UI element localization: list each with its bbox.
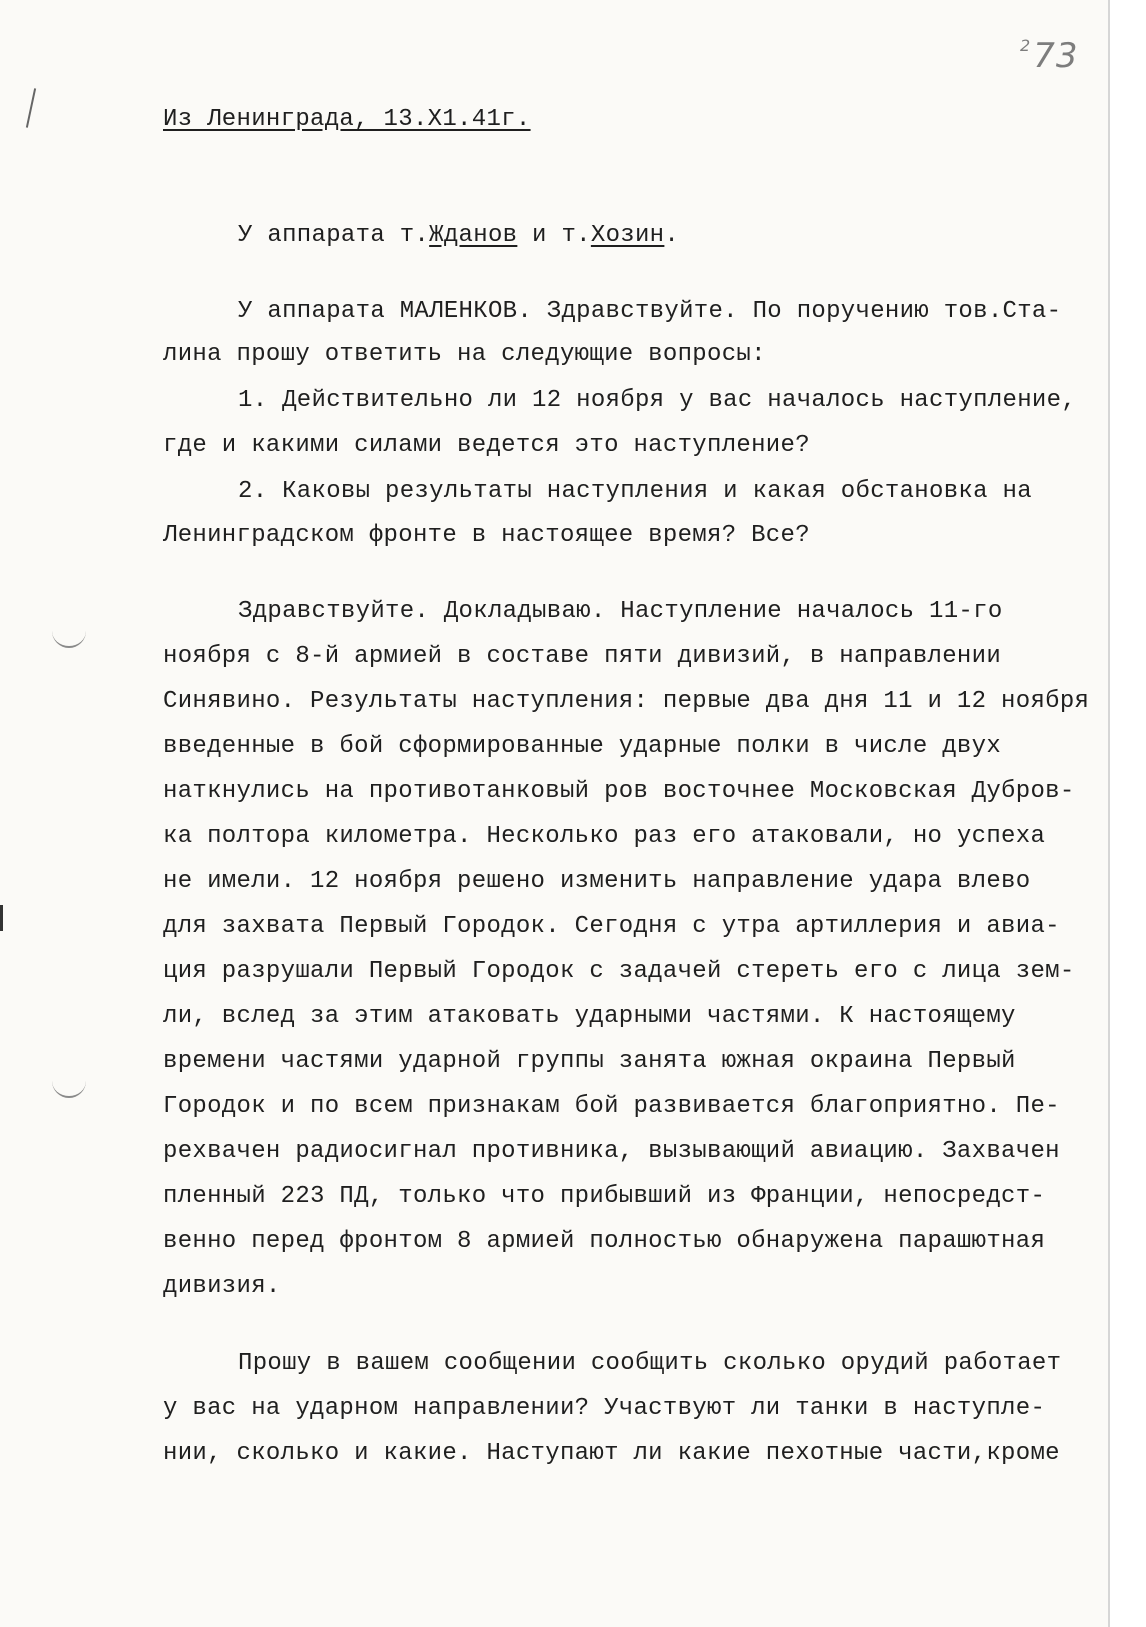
text-line: ка полтора километра. Несколько раз его атаковали, но успеха	[163, 823, 1046, 850]
text-line: рехвачен радиосигнал противника, вызывающий авиацию. Захвачен	[163, 1138, 1060, 1165]
dateline: Из Ленинграда, 13.Х1.41г.	[163, 106, 531, 133]
text-line: ли, вслед за этим атаковать ударными частями. К настоящему	[163, 1003, 1016, 1030]
text-line: Прошу в вашем сообщении сообщить сколько орудий работает	[238, 1350, 1062, 1377]
text-line: Городок и по всем признакам бой развивается благоприятно. Пе-	[163, 1093, 1060, 1120]
punch-hole-mark	[52, 1078, 86, 1098]
attendee-zhdanov: Жданов	[429, 222, 518, 249]
text-line: Здравствуйте. Докладываю. Наступление началось 11-го	[238, 598, 1003, 625]
text-line: для захвата Первый Городок. Сегодня с утра артиллерия и авиа-	[163, 913, 1060, 940]
text-line: наткнулись на противотанковый ров восточнее Московская Дубров-	[163, 778, 1075, 805]
text-line: 2. Каковы результаты наступления и какая обстановка на	[238, 478, 1032, 505]
text-line: Ленинградском фронте в настоящее время? Все?	[163, 522, 810, 549]
attendees-line: У аппарата т.Жданов и т.Хозин.	[238, 222, 680, 249]
scan-edge	[1108, 0, 1146, 1627]
text-line: У аппарата МАЛЕНКОВ. Здравствуйте. По поручению тов.Ста-	[238, 298, 1062, 325]
text-line: венно перед фронтом 8 армией полностью обнаружена парашютная	[163, 1228, 1046, 1255]
text-line: времени частями ударной группы занята южная окраина Первый	[163, 1048, 1016, 1075]
text-line: введенные в бой сформированные ударные полки в числе двух	[163, 733, 1002, 760]
text-line: лина прошу ответить на следующие вопросы:	[163, 341, 766, 368]
text-line: ноября с 8-й армией в составе пяти дивизий, в направлении	[163, 643, 1002, 670]
text-line: нии, сколько и какие. Наступают ли какие пехотные части,кроме	[163, 1440, 1060, 1467]
punch-hole-mark	[52, 628, 86, 648]
text-line: у вас на ударном направлении? Участвуют ли танки в наступле-	[163, 1395, 1046, 1422]
text-line: дивизия.	[163, 1273, 281, 1300]
margin-mark	[0, 905, 3, 931]
archive-sheet-number: $^2$73	[1020, 36, 1079, 76]
attendee-khozin: Хозин	[590, 222, 665, 249]
text-line: не имели. 12 ноября решено изменить направление удара влево	[163, 868, 1031, 895]
text-line: Синявино. Результаты наступления: первые два дня 11 и 12 ноября	[163, 688, 1090, 715]
text-line: ция разрушали Первый Городок с задачей стереть его с лица зем-	[163, 958, 1075, 985]
margin-tick	[26, 88, 36, 128]
text-line: 1. Действительно ли 12 ноября у вас началось наступление,	[238, 387, 1077, 414]
text-line: где и какими силами ведется это наступление?	[163, 432, 810, 459]
text-line: пленный 223 ПД, только что прибывший из Франции, непосредст-	[163, 1183, 1046, 1210]
